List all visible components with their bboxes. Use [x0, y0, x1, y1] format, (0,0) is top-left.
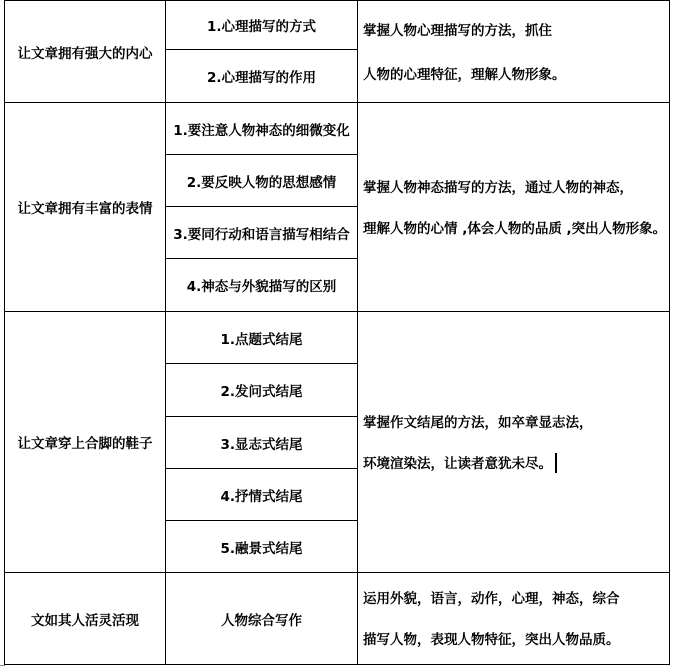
topic-text: 让文章穿上合脚的鞋子: [17, 436, 153, 452]
topic-text: 让文章拥有强大的内心: [17, 45, 153, 62]
point-cell[interactable]: [166, 207, 357, 258]
goal-cell[interactable]: [358, 1, 669, 102]
goal-line: 掌握人物心理描写的方法，抓住: [363, 23, 552, 39]
point-cell[interactable]: [166, 469, 357, 520]
topic-cell[interactable]: [5, 573, 165, 664]
point-cell[interactable]: [166, 155, 357, 206]
point-text: 4.神态与外貌描写的区别: [186, 279, 337, 295]
point-text: 2.要反映人物的思想感情: [186, 174, 337, 191]
goal-cell[interactable]: [358, 573, 669, 664]
topic-text: 让文章拥有丰富的表情: [17, 201, 153, 217]
goal-line: 运用外貌，语言，动作，心理，神态，综合: [363, 591, 620, 607]
point-text: 4.抒情式结尾: [220, 488, 303, 505]
goal-line: 人物的心理特征，理解人物形象。: [363, 67, 566, 83]
goal-cell[interactable]: [358, 103, 669, 311]
point-cell[interactable]: [166, 521, 357, 572]
point-cell[interactable]: [166, 1, 357, 49]
topic-cell[interactable]: [5, 312, 165, 572]
goal-line: 掌握作文结尾的方法，如卒章显志法，: [363, 414, 593, 431]
point-text: 3.显志式结尾: [220, 436, 303, 453]
topic-cell[interactable]: [5, 103, 165, 311]
goal-line: 掌握人物神态描写的方法，通过人物的神态，: [363, 179, 633, 196]
point-text: 1.心理描写的方式: [206, 19, 317, 35]
point-cell[interactable]: [166, 573, 357, 664]
topic-text: 文如其人活灵活现: [31, 612, 139, 629]
topic-cell[interactable]: [5, 1, 165, 102]
point-text: 2.心理描写的作用: [206, 70, 317, 86]
point-text: 3.要同行动和语言描写相结合: [173, 226, 350, 243]
text-cursor: [555, 453, 557, 473]
point-cell[interactable]: [166, 364, 357, 416]
text-boundary-mark: [0, 665, 5, 669]
point-text: 2.发问式结尾: [220, 384, 303, 400]
lesson-table: [4, 0, 670, 665]
goal-cell[interactable]: [358, 312, 669, 572]
point-cell[interactable]: [166, 417, 357, 468]
point-text: 5.融景式结尾: [220, 540, 303, 557]
goal-line: 描写人物，表现人物特征，突出人物品质。: [363, 632, 620, 648]
point-cell[interactable]: [166, 312, 357, 363]
point-text: 人物综合写作: [221, 612, 302, 629]
point-cell[interactable]: [166, 259, 357, 311]
point-cell[interactable]: [166, 50, 357, 102]
goal-line-text: 环境渲染法，让读者意犹未尽。: [363, 455, 552, 472]
point-cell[interactable]: [166, 103, 357, 154]
goal-line: 理解人物的心情 ,体会人物的品质 ,突出人物形象。: [363, 220, 667, 237]
goal-line: [363, 444, 669, 485]
point-text: 1.点题式结尾: [220, 331, 303, 348]
point-text: 1.要注意人物神态的细微变化: [173, 122, 350, 139]
